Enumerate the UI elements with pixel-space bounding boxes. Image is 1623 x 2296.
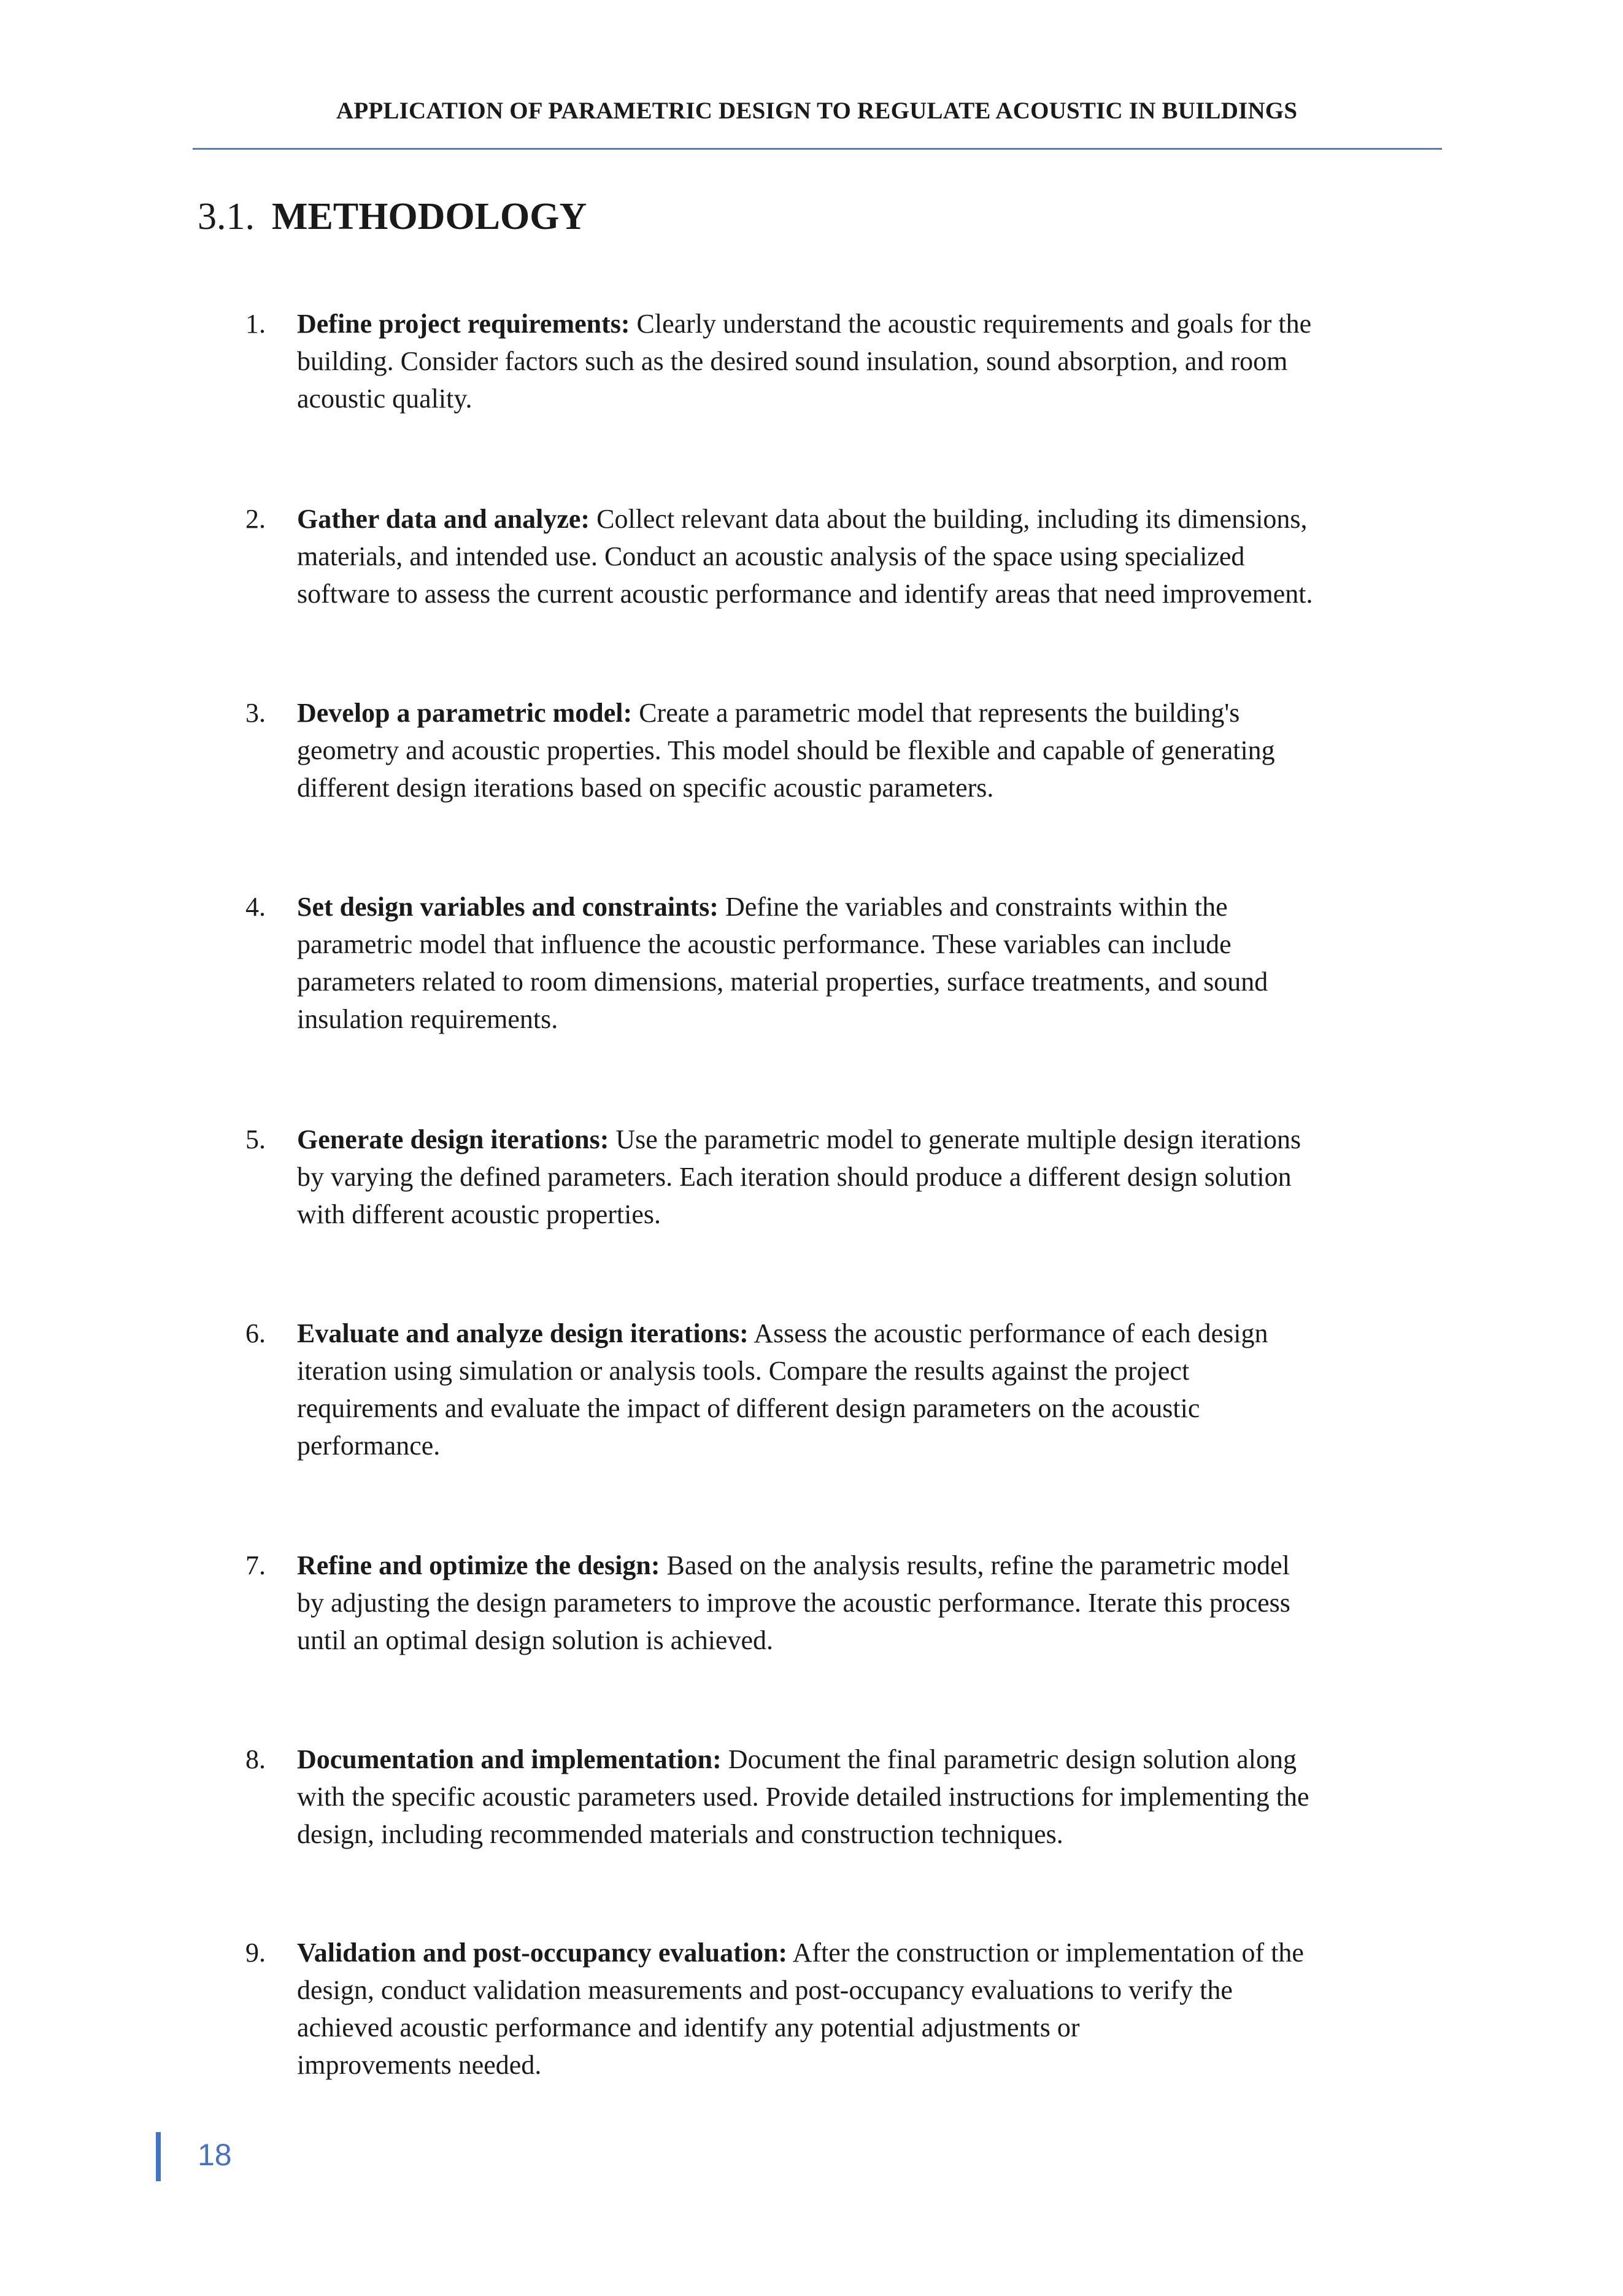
- step-description: Collect relevant data about the building, including its dimensions,: [590, 504, 1308, 534]
- step-description: After the construction or implementation of the: [787, 1938, 1304, 1968]
- step-description: Create a parametric model that represents the building's: [632, 698, 1240, 728]
- step-description: Define the variables and constraints within the: [718, 892, 1228, 922]
- step-number: 7.: [245, 1550, 266, 1580]
- step-line: with different acoustic properties.: [297, 1199, 661, 1229]
- step-term: Gather data and analyze:: [297, 504, 590, 534]
- step-text: [297, 1547, 1451, 1659]
- step-line: software to assess the current acoustic performance and identify areas that need improvement.: [297, 579, 1313, 609]
- step-term: Define project requirements:: [297, 309, 630, 339]
- section-title: METHODOLOGY: [272, 196, 587, 238]
- step-line: insulation requirements.: [297, 1004, 558, 1034]
- step-term: Set design variables and constraints:: [297, 892, 719, 922]
- step-text: [297, 305, 1451, 417]
- section-number: 3.1.: [198, 196, 255, 238]
- step-term: Develop a parametric model:: [297, 698, 633, 728]
- step-number: 8.: [245, 1744, 266, 1774]
- step-number: 4.: [245, 892, 266, 922]
- step-line: iteration using simulation or analysis tools. Compare the results against the project: [297, 1356, 1190, 1386]
- step-text: [297, 888, 1451, 1038]
- step-description: Document the final parametric design solution along: [721, 1744, 1297, 1774]
- step-line: [297, 1547, 1451, 1584]
- step-text: [297, 1315, 1451, 1464]
- step-description: Clearly understand the acoustic requirements and goals for the: [630, 309, 1312, 339]
- step-line: [297, 694, 1451, 732]
- step-text: [297, 500, 1451, 613]
- step-term: Refine and optimize the design:: [297, 1550, 660, 1580]
- step-number: 5.: [245, 1124, 266, 1154]
- step-line: [297, 1934, 1451, 1971]
- step-line: different design iterations based on specific acoustic parameters.: [297, 773, 994, 803]
- step-text: [297, 1121, 1451, 1233]
- step-description: Based on the analysis results, refine the parametric model: [660, 1550, 1290, 1580]
- step-line: with the specific acoustic parameters used. Provide detailed instructions for implementing the: [297, 1782, 1309, 1812]
- header-divider: [193, 148, 1442, 150]
- step-line: [297, 1315, 1451, 1352]
- step-line: [297, 305, 1451, 342]
- step-number: 3.: [245, 698, 266, 728]
- footer-accent-bar: [156, 2132, 161, 2181]
- step-number: 6.: [245, 1318, 266, 1348]
- page-number: 18: [198, 2138, 232, 2172]
- step-line: parametric model that influence the acoustic performance. These variables can include: [297, 929, 1232, 959]
- step-term: Validation and post-occupancy evaluation:: [297, 1938, 788, 1968]
- step-line: improvements needed.: [297, 2050, 542, 2080]
- step-line: [297, 500, 1451, 538]
- step-line: until an optimal design solution is achieved.: [297, 1625, 773, 1655]
- step-line: [297, 888, 1451, 926]
- step-line: building. Consider factors such as the desired sound insulation, sound absorption, and room: [297, 346, 1288, 376]
- step-line: performance.: [297, 1431, 441, 1461]
- step-line: design, including recommended materials and construction techniques.: [297, 1819, 1063, 1849]
- section-heading: [198, 195, 587, 239]
- step-term: Documentation and implementation:: [297, 1744, 722, 1774]
- step-term: Evaluate and analyze design iterations:: [297, 1318, 749, 1348]
- step-line: acoustic quality.: [297, 384, 472, 414]
- step-line: requirements and evaluate the impact of different design parameters on the acoustic: [297, 1393, 1200, 1423]
- step-line: [297, 1741, 1451, 1778]
- step-number: 2.: [245, 504, 266, 534]
- step-number: 1.: [245, 309, 266, 339]
- step-line: achieved acoustic performance and identify any potential adjustments or: [297, 2012, 1080, 2043]
- step-description: Use the parametric model to generate multiple design iterations: [609, 1124, 1301, 1154]
- step-line: geometry and acoustic properties. This model should be flexible and capable of generating: [297, 735, 1275, 765]
- step-line: design, conduct validation measurements and post-occupancy evaluations to verify the: [297, 1975, 1233, 2005]
- step-line: parameters related to room dimensions, material properties, surface treatments, and sound: [297, 967, 1268, 997]
- step-description: Assess the acoustic performance of each design: [748, 1318, 1268, 1348]
- step-line: materials, and intended use. Conduct an acoustic analysis of the space using specialized: [297, 541, 1245, 571]
- step-line: by adjusting the design parameters to improve the acoustic performance. Iterate this process: [297, 1588, 1290, 1618]
- step-text: [297, 694, 1451, 806]
- step-line: by varying the defined parameters. Each iteration should produce a different design solution: [297, 1162, 1292, 1192]
- step-text: [297, 1741, 1451, 1853]
- step-text: [297, 1934, 1451, 2084]
- step-line: [297, 1121, 1451, 1158]
- running-header-title: APPLICATION OF PARAMETRIC DESIGN TO REGULATE ACOUSTIC IN BUILDINGS: [336, 98, 1298, 124]
- step-number: 9.: [245, 1938, 266, 1968]
- step-term: Generate design iterations:: [297, 1124, 609, 1154]
